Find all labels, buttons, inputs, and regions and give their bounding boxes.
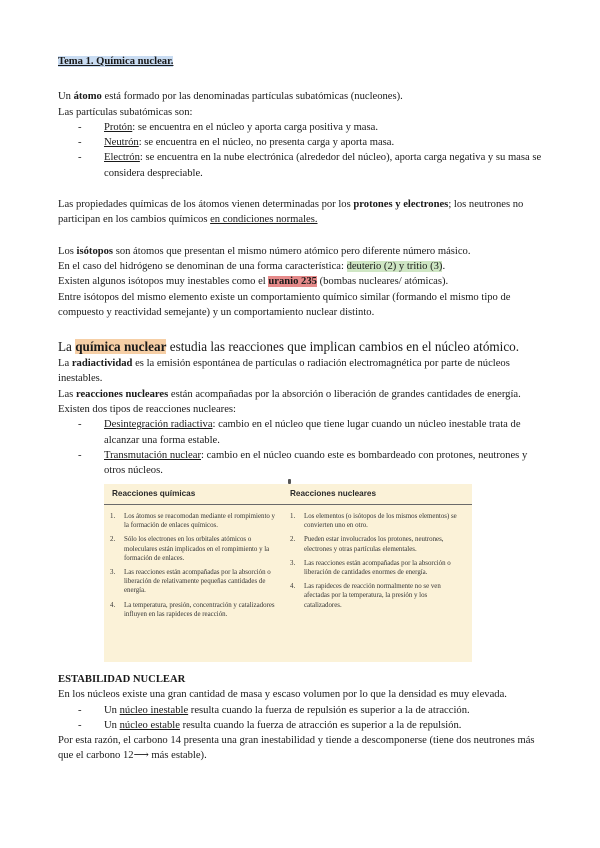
table-row: 3. Las reacciones están acompañadas por la absorción o liberación de cantidades enormes de energía. bbox=[290, 559, 451, 577]
paragraph-reaction-types-intro: Existen dos tipos de reacciones nucleares: bbox=[58, 404, 236, 416]
table-header bbox=[104, 484, 472, 505]
document-body bbox=[58, 54, 548, 479]
paragraph-atom: Un átomo está formado por las denominadas partículas subatómicas (nucleones). bbox=[58, 91, 403, 103]
section-heading-stability: ESTABILIDAD NUCLEAR bbox=[58, 674, 186, 685]
table-row: 4. La temperatura, presión, concentración y catalizadores influyen en las rapideces de reacción. bbox=[110, 601, 275, 618]
paragraph-isotopes: Los isótopos son átomos que presentan el mismo número atómico pero diferente número másico. bbox=[58, 245, 471, 257]
paragraph-uranium: Existen algunos isótopos muy inestables como el uranio 235 (bombas nucleares/ atómicas). bbox=[58, 276, 449, 288]
table-row: 3. Las reacciones están acompañadas por la absorción o liberación de relativamente pequeñas cantidades de energía. bbox=[110, 569, 271, 595]
header-nuclear: Reacciones nucleares bbox=[290, 489, 377, 498]
paragraph-density: En los núcleos existe una gran cantidad de masa y escaso volumen por lo que la densidad es muy elevada. bbox=[58, 689, 507, 701]
paragraph-particles-intro: Las partículas subatómicas son: bbox=[58, 106, 193, 118]
paragraph-carbon-14: Por esta razón, el carbono 14 presenta una gran inestabilidad y tiende a descomponerse (tiene dos neutrones más que el carbono 12⟶ más estable). bbox=[58, 735, 535, 762]
table-row: 2. Pueden estar involucrados los protones, neutrones, electrones y otras partículas elementales. bbox=[290, 536, 444, 553]
stability-section bbox=[58, 672, 548, 764]
table-row: 1. Los átomos se reacomodan mediante el rompimiento y la formación de enlaces químicos. bbox=[110, 513, 275, 530]
list-item: - Protón: se encuentra en el núcleo y aporta carga positiva y masa. bbox=[78, 120, 548, 135]
list-item: - Electrón: se encuentra en la nube electrónica (alrededor del núcleo), aporta carga negativa y su masa se considera despreciable. bbox=[78, 150, 548, 181]
column-nuclear bbox=[290, 512, 460, 615]
list-item: - Transmutación nuclear: cambio en el núcleo cuando este es bombardeado con protones, neutrones y otros núcleos. bbox=[78, 448, 548, 479]
paragraph-nuclear-chemistry: La química nuclear estudia las reacciones que implican cambios en el núcleo atómico. bbox=[58, 339, 520, 355]
list-item: - Un núcleo estable resulta cuando la fuerza de atracción es superior a la de repulsión. bbox=[78, 718, 548, 733]
list-item: - Desintegración radiactiva: cambio en el núcleo que tiene lugar cuando un núcleo inestable trata de alcanzar una forma estable. bbox=[78, 417, 548, 448]
paragraph-nuclear-reactions: Las reacciones nucleares están acompañadas por la absorción o liberación de grandes cantidades de energía. bbox=[58, 388, 521, 400]
particles-list bbox=[58, 120, 548, 181]
table-row: 2. Sólo los electrones en los orbitales atómicos o moleculares están implicados en el rompimiento y la formación de enlaces. bbox=[110, 536, 270, 562]
paragraph-chemical-properties: Las propiedades químicas de los átomos vienen determinadas por los protones y electrones; los neutrones no participan en los cambios químicos en condiciones normales. bbox=[58, 199, 524, 226]
list-item: - Un núcleo inestable resulta cuando la fuerza de repulsión es superior a la de atracción. bbox=[78, 703, 548, 718]
column-chemical bbox=[110, 512, 280, 624]
stability-list bbox=[58, 703, 548, 734]
paragraph-hydrogen: En el caso del hidrógeno se denominan de una forma característica: deuterio (2) y tritio (3). bbox=[58, 260, 446, 272]
table-row: 4. Las rapideces de reacción normalmente no se ven afectadas por la temperatura, la presión y los catalizadores. bbox=[290, 583, 441, 609]
header-chemical: Reacciones químicas bbox=[112, 489, 196, 498]
page-title: Tema 1. Química nuclear. bbox=[58, 56, 174, 67]
paragraph-isotope-behaviour: Entre isótopos del mismo elemento existe un comportamiento químico similar (formando el mismo tipo de compuesto y reactividad semejante) y un comportamiento nuclear distinto. bbox=[58, 291, 511, 318]
comparison-table bbox=[104, 484, 472, 662]
paragraph-radioactivity: La radiactividad es la emisión espontánea de partículas o radiación electromagnética por parte de núcleos inestables. bbox=[58, 358, 510, 385]
list-item: - Neutrón: se encuentra en el núcleo, no presenta carga y aporta masa. bbox=[78, 135, 548, 150]
table-row: 1. Los elementos (o isótopos de los mismos elementos) se convierten uno en otro. bbox=[290, 513, 457, 530]
reaction-types-list bbox=[58, 417, 548, 478]
